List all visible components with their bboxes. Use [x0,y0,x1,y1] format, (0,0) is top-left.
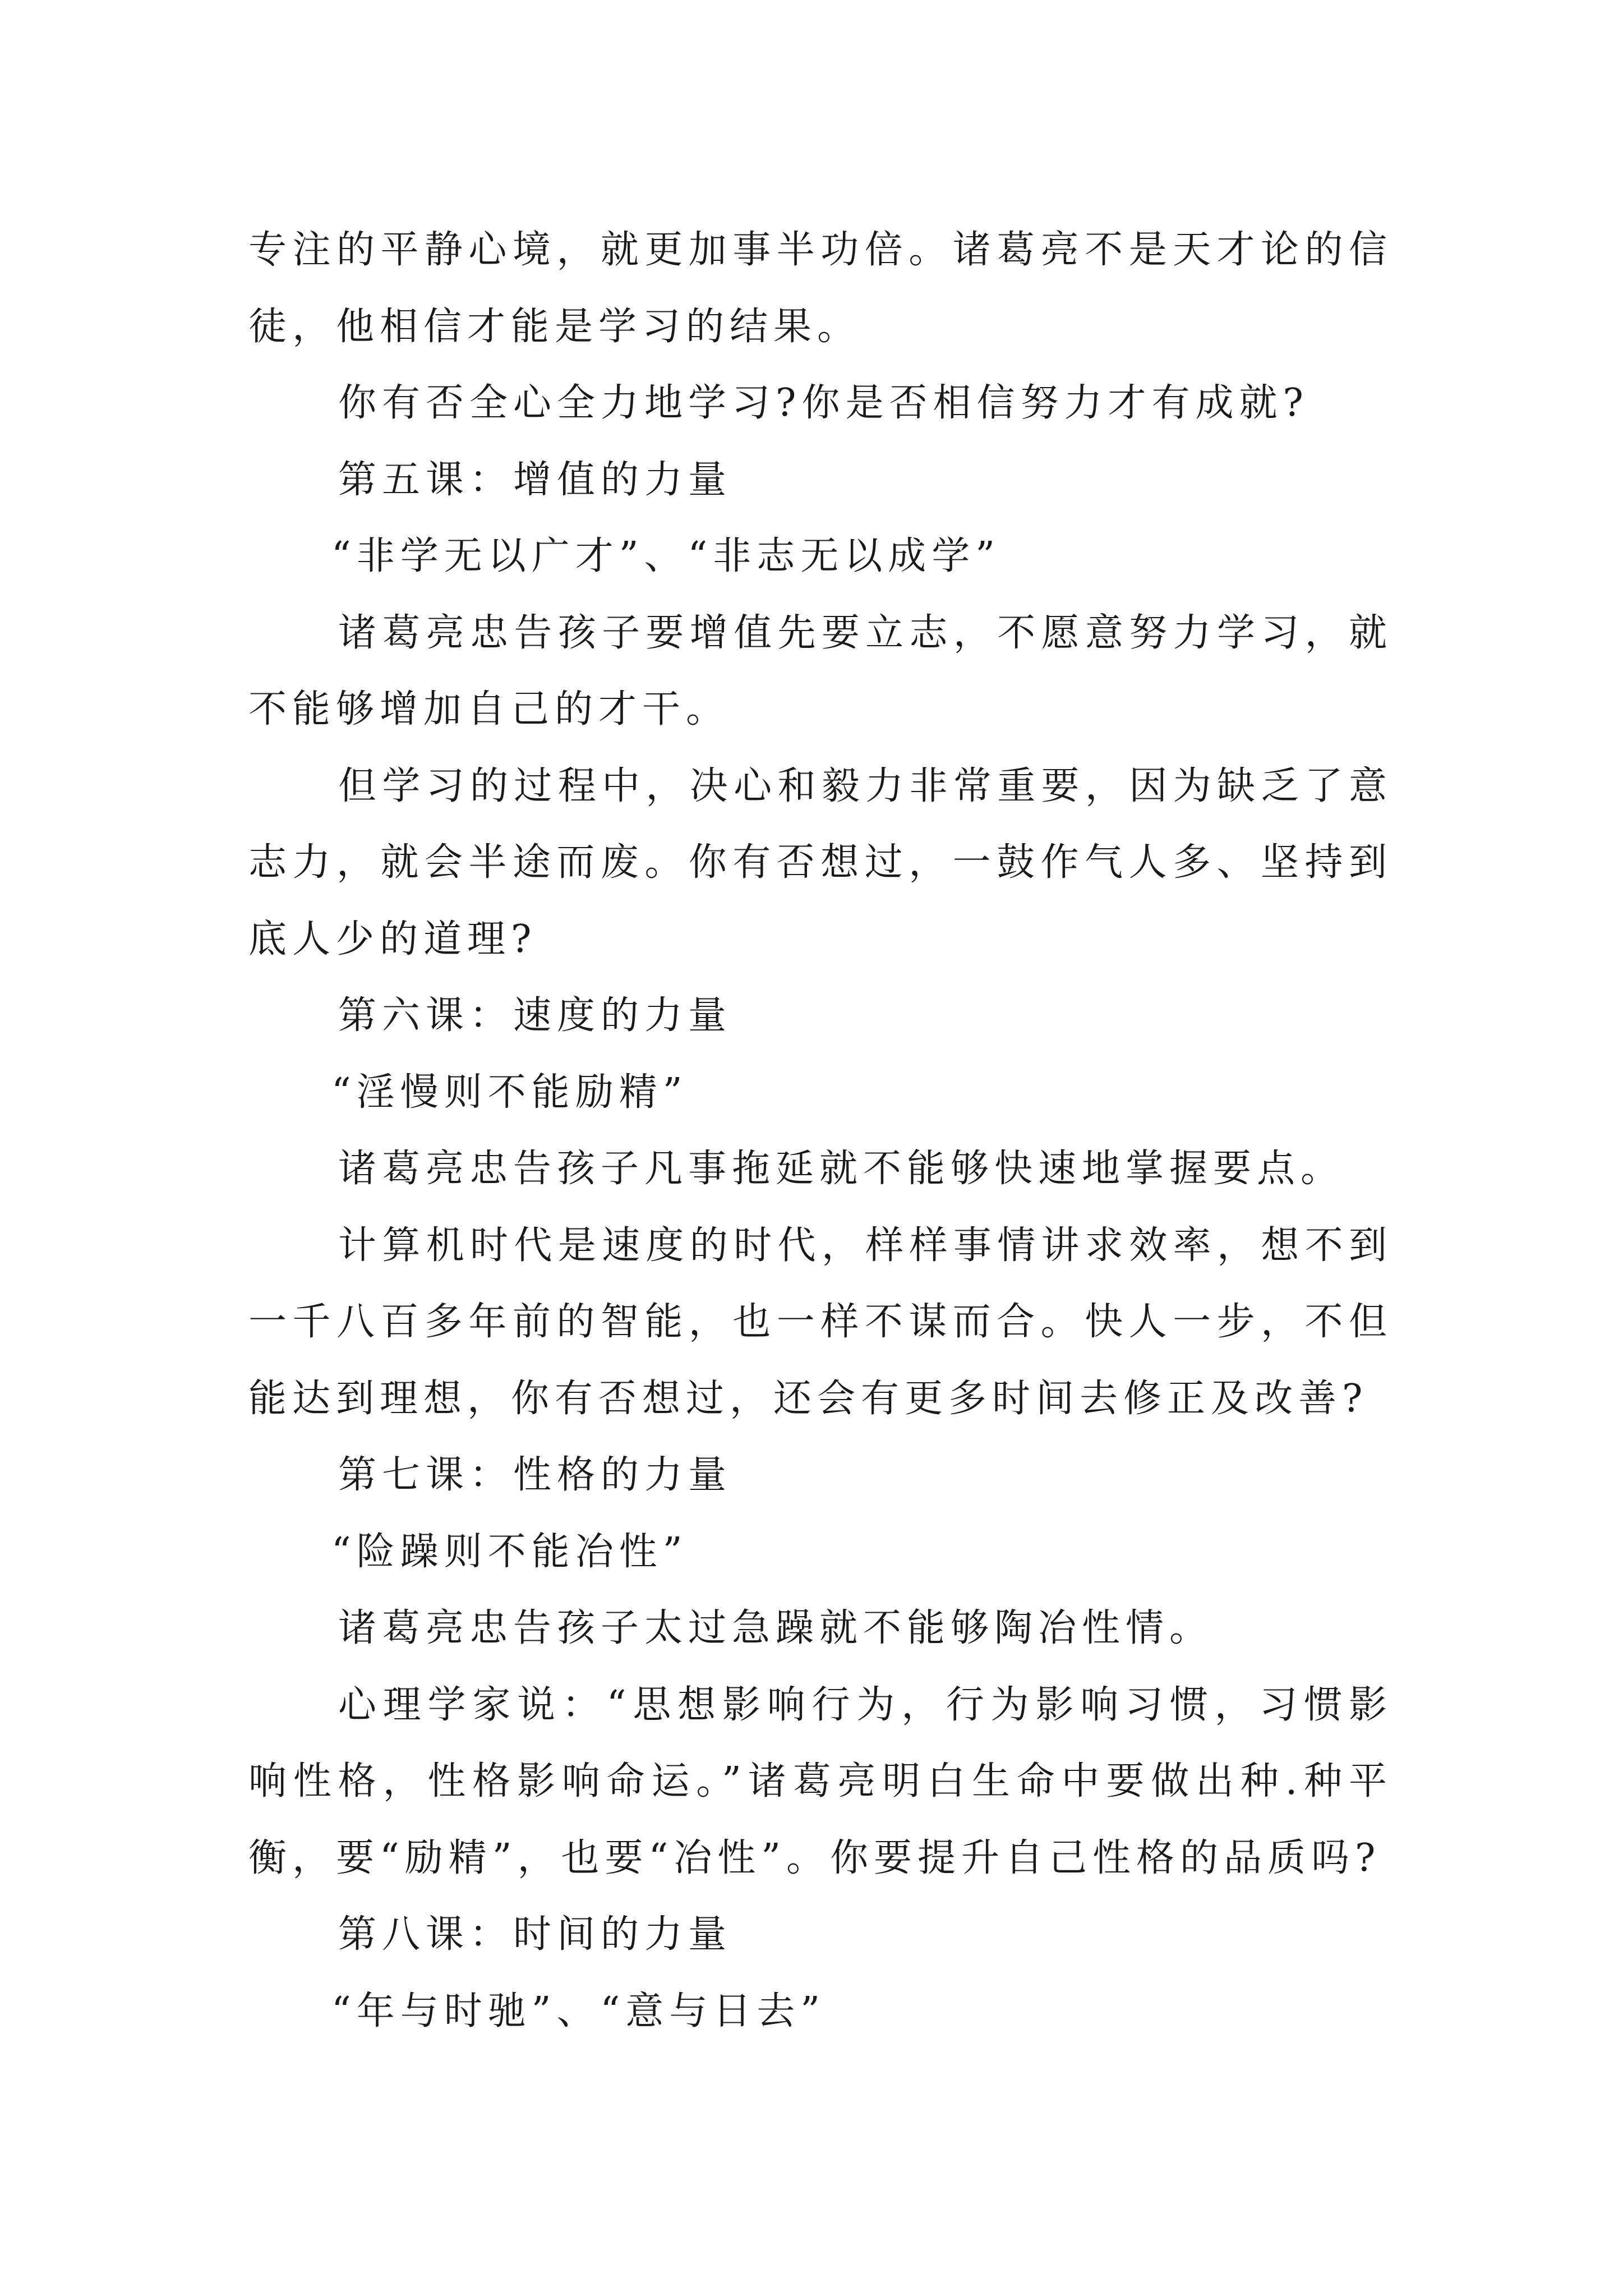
paragraph: 但学习的过程中，决心和毅力非常重要，因为缺乏了意志力，就会半途而废。你有否想过，一鼓作气人多、坚持到底人少的道理? [248,763,1393,961]
lesson-quote: “淫慢则不能励精” [331,1070,688,1115]
lesson-heading: 第七课：性格的力量 [338,1453,732,1497]
lesson-quote: “险躁则不能冶性” [331,1529,688,1574]
paragraph: 诸葛亮忠告孩子凡事拖延就不能够快速地掌握要点。 [338,1147,1345,1191]
lesson-heading: 第八课：时间的力量 [338,1912,732,1957]
paragraph: 诸葛亮忠告孩子太过急躁就不能够陶冶性情。 [338,1606,1214,1650]
body-text [248,212,1393,2050]
paragraph: 诸葛亮忠告孩子要增值先要立志，不愿意努力学习，就不能够增加自己的才干。 [248,610,1393,731]
paragraph: 专注的平静心境，就更加事半功倍。诸葛亮不是天才论的信徒，他相信才能是学习的结果。 [248,228,1393,349]
lesson-quote: “非学无以广才”、“非志无以成学” [331,534,1001,578]
paragraph: 心理学家说：“思想影响行为，行为影响习惯，习惯影响性格，性格影响命运。”诸葛亮明白生命中要做出种.种平衡，要“励精”，也要“冶性”。你要提升自己性格的品质吗? [248,1682,1393,1880]
lesson-heading: 第五课：增值的力量 [338,457,732,502]
paragraph: 计算机时代是速度的时代，样样事情讲求效率，想不到一千八百多年前的智能，也一样不谋而合。快人一步，不但能达到理想，你有否想过，还会有更多时间去修正及改善? [248,1223,1393,1421]
lesson-heading: 第六课：速度的力量 [338,993,732,1038]
lesson-quote: “年与时驰”、“意与日去” [331,1989,826,2033]
paragraph: 你有否全心全力地学习?你是否相信努力才有成就? [338,381,1309,425]
